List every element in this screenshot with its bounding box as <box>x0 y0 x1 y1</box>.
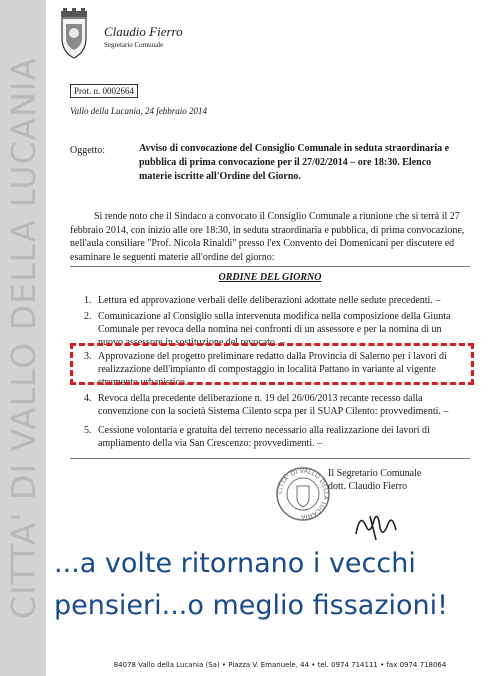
agenda-item-number: 5. <box>84 425 92 436</box>
agenda-item <box>84 424 464 450</box>
subject-text: Avviso di convocazione del Consiglio Comunale in seduta straordinaria e pubblica di prima convocazione per il 27/02/2014 – ore 18:30. Elenco materie iscritte all'Ordine del Giorno. <box>139 143 450 182</box>
highlight-dashed-box <box>70 343 474 385</box>
divider-bottom <box>70 458 470 459</box>
agenda-item-number: 2. <box>84 311 92 322</box>
agenda-item-number: 4. <box>84 393 92 404</box>
agenda-item <box>84 294 464 307</box>
agenda-item <box>84 392 464 418</box>
side-banner-text: CITTA' DI VALLO DELLA LUCANIA <box>3 56 43 620</box>
agenda-item-text: Approvazione del progetto preliminare redatto dalla Provincia di Salerno per i lavori di realizzazione dell'impianto di compostaggio in località Pattano in variante al vigente strumento urbanistico. – <box>98 351 447 388</box>
seal-text: CITTA' DI VALLO DELLA LUCANIA <box>276 467 330 521</box>
caption-line-2: pensieri...o meglio fissazioni! <box>54 590 448 621</box>
signoff-name: dott. Claudio Fierro <box>328 481 408 492</box>
signoff-title: Il Segretario Comunale <box>328 468 422 479</box>
agenda-item-number: 3. <box>84 351 92 362</box>
agenda-item-text: Revoca della precedente deliberazione n. 19 del 26/06/2013 recante recesso dalla convenzione con la società Sistema Cilento scpa per il SUAP Cilento: provvedimenti. – <box>98 393 449 417</box>
footer-address: 84078 Vallo della Lucania (Sa) • Piazza V. Emanuele, 44 • tel. 0974 714111 • fax 0974 718064 <box>113 661 447 669</box>
agenda-item-text: Lettura ed approvazione verbali delle deliberazioni adottate nelle sedute precedenti. – <box>98 295 441 306</box>
municipal-seal-icon <box>275 466 331 522</box>
subject-label: Oggetto: <box>70 145 105 156</box>
agenda-heading: ORDINE DEL GIORNO <box>218 272 322 283</box>
coat-of-arms-icon <box>54 8 94 60</box>
signature-scribble <box>350 506 410 542</box>
place-date: Vallo della Lucania, 24 febbraio 2014 <box>70 106 207 116</box>
divider-top <box>70 266 470 267</box>
intro-paragraph: Si rende noto che il Sindaco a convocato il Consiglio Comunale a riunione che si terrà il 27 febbraio 2014, con inizio alle ore 18:30, in seduta straordinaria e pubblica, di prima convocazione, nell'aula consiliare "Prof. Nicola Rinaldi" presso l'ex Convento dei Domenicani per discutere ed esaminare le seguenti materie all'ordine del giorno: <box>70 211 465 263</box>
sender-name: Claudio Fierro <box>104 24 183 39</box>
protocol-number: Prot. n. 0002664 <box>70 84 138 98</box>
agenda-item-number: 1. <box>84 295 92 306</box>
caption-line-1: ...a volte ritornano i vecchi <box>54 548 416 579</box>
sender-role: Segretario Comunale <box>104 41 164 49</box>
agenda-item-text: Comunicazione al Consiglio sulla intervenuta modifica nella composizione della Giunta Comunale per revoca della nomina nei confronti di un assessore e per la nomina di un nuovo assessore in sostituzione del revocato. – <box>98 311 451 348</box>
agenda-item-text: Cessione volontaria e gratuita del terreno necessario alla realizzazione dei lavori di ampliamento della via San Crescenzo: provvedimenti. – <box>98 425 430 449</box>
